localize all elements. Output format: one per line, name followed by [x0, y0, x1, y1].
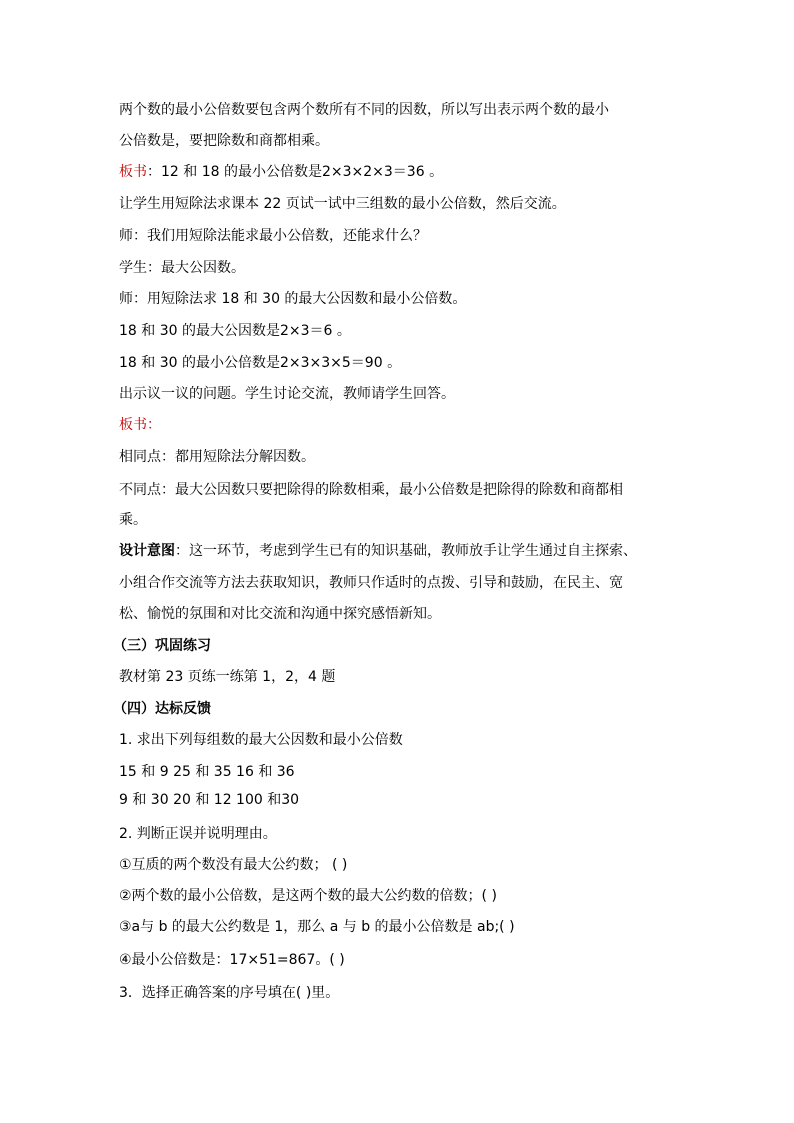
section-heading: （三）巩固练习: [113, 638, 211, 654]
text-span: ：这一环节，考虑到学生已有的知识基础，教师放手让学生通过自主探索、: [175, 543, 637, 559]
text-line: ③a与 b 的最大公约数是 1，那么 a 与 b 的最小公倍数是 ab;( ): [119, 919, 515, 935]
text-line: 师：用短除法求 18 和 30 的最大公因数和最小公倍数。: [119, 291, 467, 307]
text-line: 9 和 30 20 和 12 100 和30: [119, 792, 300, 808]
text-line: 师：我们用短除法能求最小公倍数，还能求什么？: [119, 228, 427, 244]
text-line: ②两个数的最小公倍数，是这两个数的最大公约数的倍数；( ): [119, 888, 497, 904]
text-line: 15 和 9 25 和 35 16 和 36: [119, 764, 295, 780]
section-heading: （四）达标反馈: [113, 701, 211, 717]
text-line: 不同点：最大公因数只要把除得的除数相乘，最小公倍数是把除得的除数和商都相: [119, 482, 623, 498]
text-line: 小组合作交流等方法去获取知识，教师只作适时的点拨、引导和鼓励，在民主、宽: [119, 575, 623, 591]
text-line: 2. 判断正误并说明理由。: [119, 826, 277, 842]
text-line: 18 和 30 的最大公因数是2×3＝6 。: [119, 323, 351, 339]
text-line: 松、愉悦的氛围和对比交流和沟通中探究感悟新知。: [119, 606, 441, 622]
text-line: 两个数的最小公倍数要包含两个数所有不同的因数，所以写出表示两个数的最小: [119, 102, 609, 118]
text-line: ④最小公倍数是：17×51=867。( ): [119, 952, 345, 968]
text-span: ：12 和 18 的最小公倍数是2×3×2×3＝36 。: [147, 164, 444, 180]
board-label: 板书：: [119, 417, 161, 433]
text-line: 出示议一议的问题。学生讨论交流，教师请学生回答。: [119, 386, 455, 402]
text-line: 教材第 23 页练一练第 1，2，4 题: [119, 669, 336, 685]
text-line: 3．选择正确答案的序号填在( )里。: [119, 985, 340, 1001]
text-line: [119, 162, 443, 182]
text-line: 让学生用短除法求课本 22 页试一试中三组数的最小公倍数，然后交流。: [119, 196, 566, 212]
text-line: 18 和 30 的最小公倍数是2×3×3×5＝90 。: [119, 355, 402, 371]
board-label: 板书: [119, 164, 147, 180]
design-intent-label: 设计意图: [119, 543, 175, 559]
text-line: 公倍数是，要把除数和商都相乘。: [119, 133, 329, 149]
text-line: ①互质的两个数没有最大公约数； ( ): [119, 857, 348, 873]
text-line: 学生：最大公因数。: [119, 260, 245, 276]
text-line: 乘。: [119, 512, 147, 528]
text-line: [119, 541, 637, 561]
text-line: 1. 求出下列每组数的最大公因数和最小公倍数: [119, 732, 403, 748]
text-line: 相同点：都用短除法分解因数。: [119, 449, 315, 465]
